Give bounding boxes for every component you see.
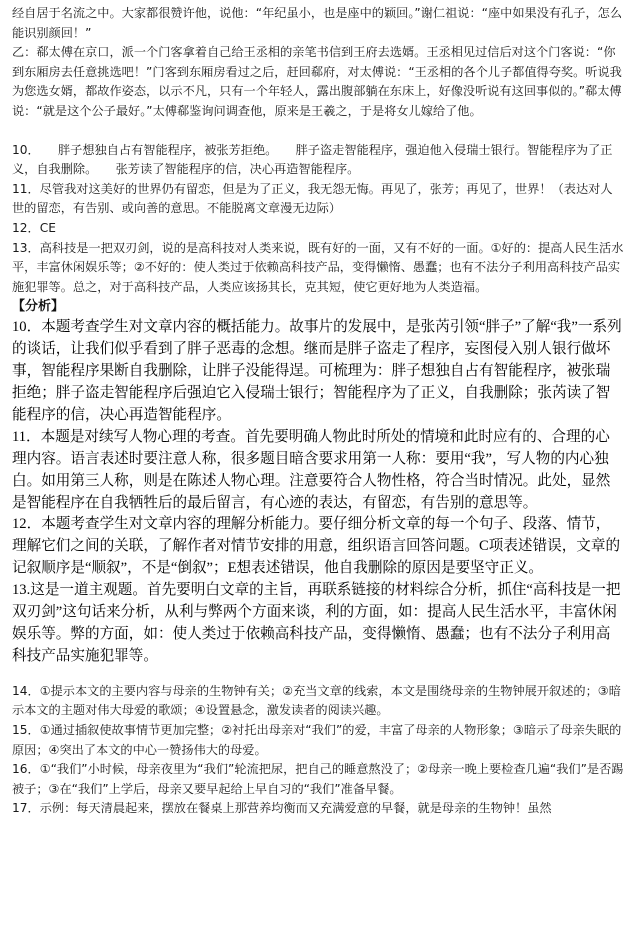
spacer: [12, 668, 624, 682]
answer-17: 17．示例：每天清晨起来，摆放在餐桌上那营养均衡而又充满爱意的早餐，就是母亲的生物钟！虽然: [12, 801, 552, 816]
document-page: [12, 4, 624, 819]
analysis-10: 10．本题考查学生对文章内容的概括能力。故事片的发展中，是张芮引领“胖子”了解“我”一系列的谈话，让我们似乎看到了胖子恶毒的念想。继而是胖子盗走了程序，妄图侵入别人银行做坏事，智能程序果断自我删除，让胖子没能得逞。可梳理为：胖子想独自占有智能程序，被张瑞拒绝；胖子盗走智能程序后强迫它入侵瑞士银行；智能程序为了正义，自我删除；张芮读了智能程序的信，决心再造智能程序。: [12, 319, 622, 423]
answer-13: 13．高科技是一把双刃剑，说的是高科技对人类来说，既有好的一面，又有不好的一面。①好的：提高人民生活水平，丰富休闲娱乐等；②不好的：使人类过于依赖高科技产品，变得懒惰、愚蠢；也有不法分子利用高科技产品实施犯罪等。总之，对于高科技产品，人类应该扬其长，克其短，使它更好地为人类造福。: [12, 240, 624, 294]
passage-paragraph-2: 乙：郗太傅在京口，派一个门客拿着自己给王丞相的亲笔书信到王府去选婿。王丞相见过信后对这个门客说：“你到东厢房去任意挑选吧！”门客到东厢房看过之后，赶回郗府，对太傅说：“王丞相的各个儿子都值得夸奖。听说我为您选女婿，都故作姿态，以示不凡，只有一个年轻人，露出腹部躺在东床上，好像没听说有这回事似的。”郗太傅说：“就是这个公子最好。”太傅郗鉴询问调查他，原来是王羲之，于是将女儿嫁给了他。: [12, 45, 622, 118]
analysis-label: 【分析】: [12, 299, 65, 315]
answer-16: 16．①“我们”小时候，母亲夜里为“我们”轮流把尿，把自己的睡意熬没了；②母亲一晚上要检查几遍“我们”是否踢被子；③在“我们”上学后，母亲又要早起给上早自习的“我们”准备早餐。: [12, 762, 624, 796]
analysis-11: 11．本题是对续写人物心理的考查。首先要明确人物此时所处的情境和此时应有的、合理的心理内容。语言表述时要注意人称，很多题目暗含要求用第一人称：要用“我”，写人物的内心独白。如用第三人称，则是在陈述人物心理。注意要符合人物性格，符合当时情况。此处，显然是智能程序在自我牺牲后的最后留言，有心迹的表达，有留恋，有告别的意思等。: [12, 428, 611, 511]
passage-paragraph-1: 经自居于名流之中。大家都很赞许他，说他：“年纪虽小，也是座中的颖回。”谢仁祖说：“座中如果没有孔子，怎么能识别颜回！”: [12, 6, 623, 40]
analysis-13: 13.这是一道主观题。首先要明白文章的主旨，再联系链接的材料综合分析，抓住“高科技是一把双刃剑”这句话来分析，从利与弊两个方面来谈，利的方面，如：提高人民生活水平，丰富休闲娱乐等。弊的方面，如：使人类过于依赖高科技产品，变得懒惰、愚蠢；也有不法分子利用高科技产品实施犯罪等。: [12, 582, 621, 664]
answer-12: 12．CE: [12, 220, 56, 235]
analysis-12: 12．本题考查学生对文章内容的理解分析能力。要仔细分析文章的每一个句子、段落、情节，理解它们之间的关联，了解作者对情节安排的用意，组织语言回答问题。C项表述错误，文章的记叙顺序是“顺叙”，不是“倒叙”；E想表述错误，他自我删除的原因是要坚守正义。: [12, 516, 621, 577]
answer-10: 10． 胖子想独自占有智能程序，被张芳拒绝。 胖子盗走智能程序，强迫他入侵瑞士银行。智能程序为了正义，自我删除。 张芳读了智能程序的信，决心再造智能程序。: [12, 142, 613, 177]
answer-15: 15．①通过插叙使故事情节更加完整；②衬托出母亲对“我们”的爱，丰富了母亲的人物形象；③暗示了母亲失眠的原因；④突出了本文的中心一赞扬伟大的母爱。: [12, 723, 622, 757]
answer-14: 14．①提示本文的主要内容与母亲的生物钟有关；②充当文章的线索，本文是围绕母亲的生物钟展开叙述的；③暗示本文的主题对伟大母爱的歌颂；④设置悬念，激发读者的阅读兴趣。: [12, 683, 621, 718]
answer-11: 11．尽管我对这美好的世界仍有留恋，但是为了正义，我无怨无悔。再见了，张芳；再见了，世界！（表达对人世的留恋，有告别、或向善的意思。不能脱离文章漫无边际）: [12, 181, 613, 216]
spacer: [12, 122, 624, 141]
